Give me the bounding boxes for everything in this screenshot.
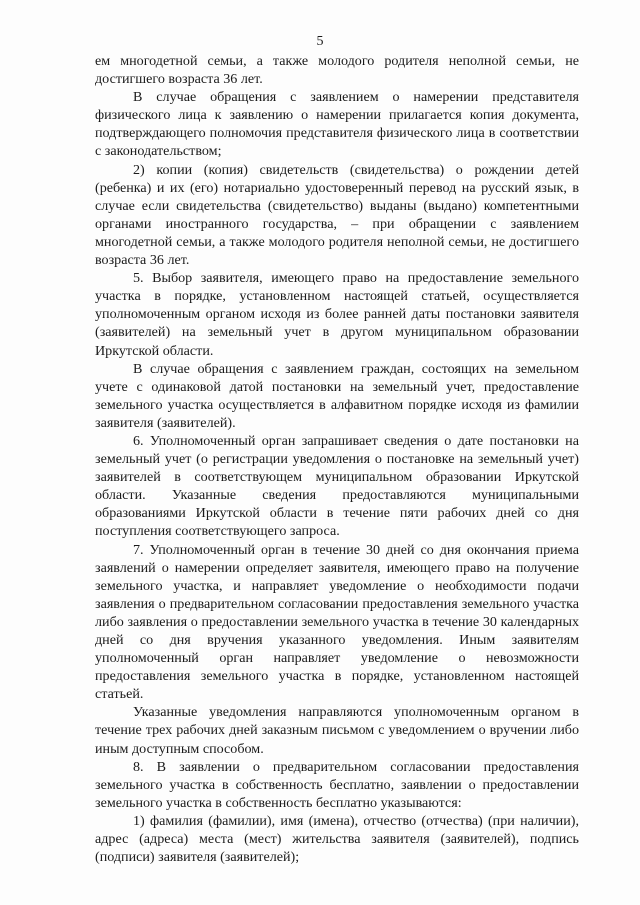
paragraph: 7. Уполномоченный орган в течение 30 дней со дня окончания приема заявлений о намерении определяет заявителя, имеющего право на получение земельного участка, и направляет уведомление о необходимости подачи заявления о предварительном согласовании предоставления земельного участка либо заявления о предоставлении земельного участка в течение 30 календарных дней со дня вручения указанного уведомления. Иным заявителям уполномоченный орган направляет уведомление о невозможности предоставления земельного участка в порядке, установленном настоящей статьей. (95, 541, 579, 703)
paragraph: В случае обращения с заявлением граждан, состоящих на земельном учете с одинаковой датой постановки на земельный учет, предоставление земельного участка осуществляется в алфавитном порядке исходя из фамилии заявителя (заявителей). (95, 360, 579, 431)
paragraph: 8. В заявлении о предварительном согласовании предоставления земельного участка в собственность бесплатно, заявлении о предоставлении земельного участка в собственность бесплатно указываются: (95, 758, 579, 811)
page-number: 5 (316, 34, 324, 49)
paragraph: ем многодетной семьи, а также молодого родителя неполной семьи, не достигшего возраста 36 лет. (95, 53, 579, 88)
paragraph: 1) фамилия (фамилии), имя (имена), отчество (отчества) (при наличии), адрес (адреса) места (мест) жительства заявителя (заявителей), подпись (подписи) заявителя (заявителей); (95, 812, 579, 866)
paragraph: 2) копии (копия) свидетельств (свидетельства) о рождении детей (ребенка) и их (его) нотариально удостоверенный перевод на русский язык, в случае если свидетельства (свидетельство) выданы (выдано) компетентными органами иностранного государства, – при обращении с заявлением многодетной семьи, а также молодого родителя неполной семьи, не достигшего возраста 36 лет. (95, 161, 579, 269)
paragraph: Указанные уведомления направляются уполномоченным органом в течение трех рабочих дней заказным письмом с уведомлением о вручении либо иным доступным способом. (95, 704, 579, 757)
paragraph: 5. Выбор заявителя, имеющего право на предоставление земельного участка в порядке, установленном настоящей статьей, осуществляется уполномоченным органом исходя из более ранней даты постановки заявителя (заявителей) на земельный учет в другом муниципальном образовании Иркутской области. (95, 270, 579, 359)
paragraph: В случае обращения с заявлением о намерении представителя физического лица к заявлению о намерении прилагается копия документа, подтверждающего полномочия представителя физического лица в соответствии с законодательством; (95, 89, 579, 160)
paragraph: 6. Уполномоченный орган запрашивает сведения о дате постановки на земельный учет (о регистрации уведомления о постановке на земельный учет) заявителей в соответствующем муниципальном образовании Иркутской области. Указанные сведения предоставляются муниципальными образованиями Иркутской области в течение пяти рабочих дней со дня поступления соответствующего запроса. (95, 432, 579, 540)
document-body (95, 52, 579, 866)
